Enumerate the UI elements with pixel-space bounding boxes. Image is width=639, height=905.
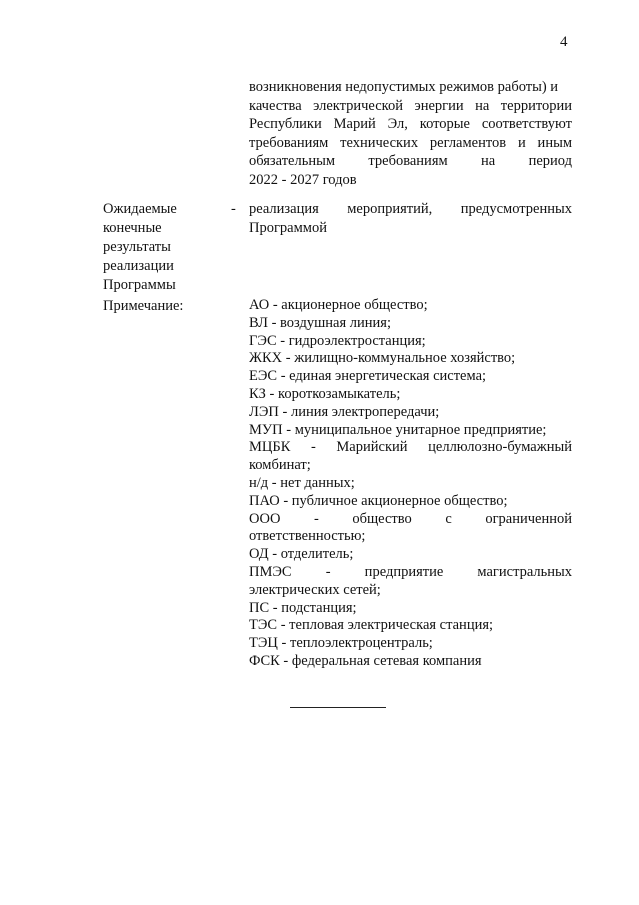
abbreviation-item <box>249 422 572 440</box>
paragraph-line: возникновения недопустимых режимов работы) и <box>249 79 559 95</box>
abbreviation-item <box>249 368 572 386</box>
abbreviation-line: КЗ - короткозамыкатель; <box>249 385 401 402</box>
abbreviation-line: ТЭС - тепловая электрическая станция; <box>249 617 494 634</box>
abbreviation-line: ТЭЦ - теплоэлектроцентраль; <box>249 635 433 652</box>
abbreviation-line: ФСК - федеральная сетевая компания <box>249 652 482 669</box>
abbreviation-line: АО - акционерное общество; <box>249 297 428 313</box>
abbreviation-item <box>249 404 572 422</box>
paragraph-line: требованиям технических регламентов и иным <box>249 134 572 151</box>
abbreviation-line: ГЭС - гидроэлектростанция; <box>249 332 426 349</box>
paragraph-line: Республики Марий Эл, которые соответствуют <box>249 116 572 132</box>
end-of-document-rule <box>290 707 386 708</box>
abbreviation-item <box>249 315 572 333</box>
abbreviation-line: ЕЭС - единая энергетическая система; <box>249 368 487 385</box>
abbreviation-line: ответственностью; <box>249 528 366 545</box>
abbreviation-line: ПС - подстанция; <box>249 599 357 616</box>
abbreviation-line: н/д - нет данных; <box>249 474 355 491</box>
abbreviation-item <box>249 297 572 315</box>
abbreviation-line: ЖКХ - жилищно-коммунальное хозяйство; <box>249 350 516 367</box>
abbreviation-item <box>249 333 572 351</box>
paragraph-line: качества электрической энергии на территории <box>249 97 572 114</box>
abbreviation-line: ОД - отделитель; <box>249 546 354 563</box>
abbreviation-item <box>249 564 572 600</box>
abbreviation-line: МУП - муниципальное унитарное предприятие; <box>249 421 547 438</box>
results-line: реализация мероприятий, предусмотренных <box>249 201 572 217</box>
abbreviation-item <box>249 439 572 475</box>
label-line: реализации <box>103 258 174 274</box>
abbreviation-item <box>249 653 572 671</box>
page-number: 4 <box>560 34 568 50</box>
abbreviation-item <box>249 511 572 547</box>
abbreviation-item <box>249 617 572 635</box>
abbreviation-item <box>249 386 572 404</box>
program-goal-continuation <box>249 78 572 189</box>
expected-results-dash: - <box>231 201 236 217</box>
abbreviation-item <box>249 493 572 511</box>
abbreviation-item <box>249 350 572 368</box>
abbreviation-line: комбинат; <box>249 457 311 474</box>
abbreviation-line: МЦБК - Марийский целлюлозно-бумажный <box>249 439 572 456</box>
abbreviation-line: ООО - общество с ограниченной <box>249 510 572 527</box>
abbreviation-line: ПМЭС - предприятие магистральных <box>249 563 572 580</box>
label-line: Программы <box>103 277 176 293</box>
abbreviation-item <box>249 546 572 564</box>
expected-results-label <box>103 200 213 295</box>
results-line: Программой <box>249 219 327 236</box>
paragraph-line: обязательным требованиям на период <box>249 153 572 169</box>
abbreviation-item <box>249 475 572 493</box>
abbreviation-line: ВЛ - воздушная линия; <box>249 314 391 331</box>
paragraph-line: 2022 - 2027 годов <box>249 171 357 188</box>
abbreviations-list <box>249 297 572 671</box>
abbreviation-line: электрических сетей; <box>249 581 381 598</box>
notes-label: Примечание: <box>103 298 184 314</box>
abbreviation-line: ПАО - публичное акционерное общество; <box>249 492 508 509</box>
abbreviation-item <box>249 635 572 653</box>
label-line: Ожидаемые <box>103 201 177 217</box>
abbreviation-item <box>249 600 572 618</box>
abbreviation-line: ЛЭП - линия электропередачи; <box>249 403 440 420</box>
label-line: результаты <box>103 239 171 255</box>
expected-results-text <box>249 200 572 237</box>
label-line: конечные <box>103 220 162 236</box>
